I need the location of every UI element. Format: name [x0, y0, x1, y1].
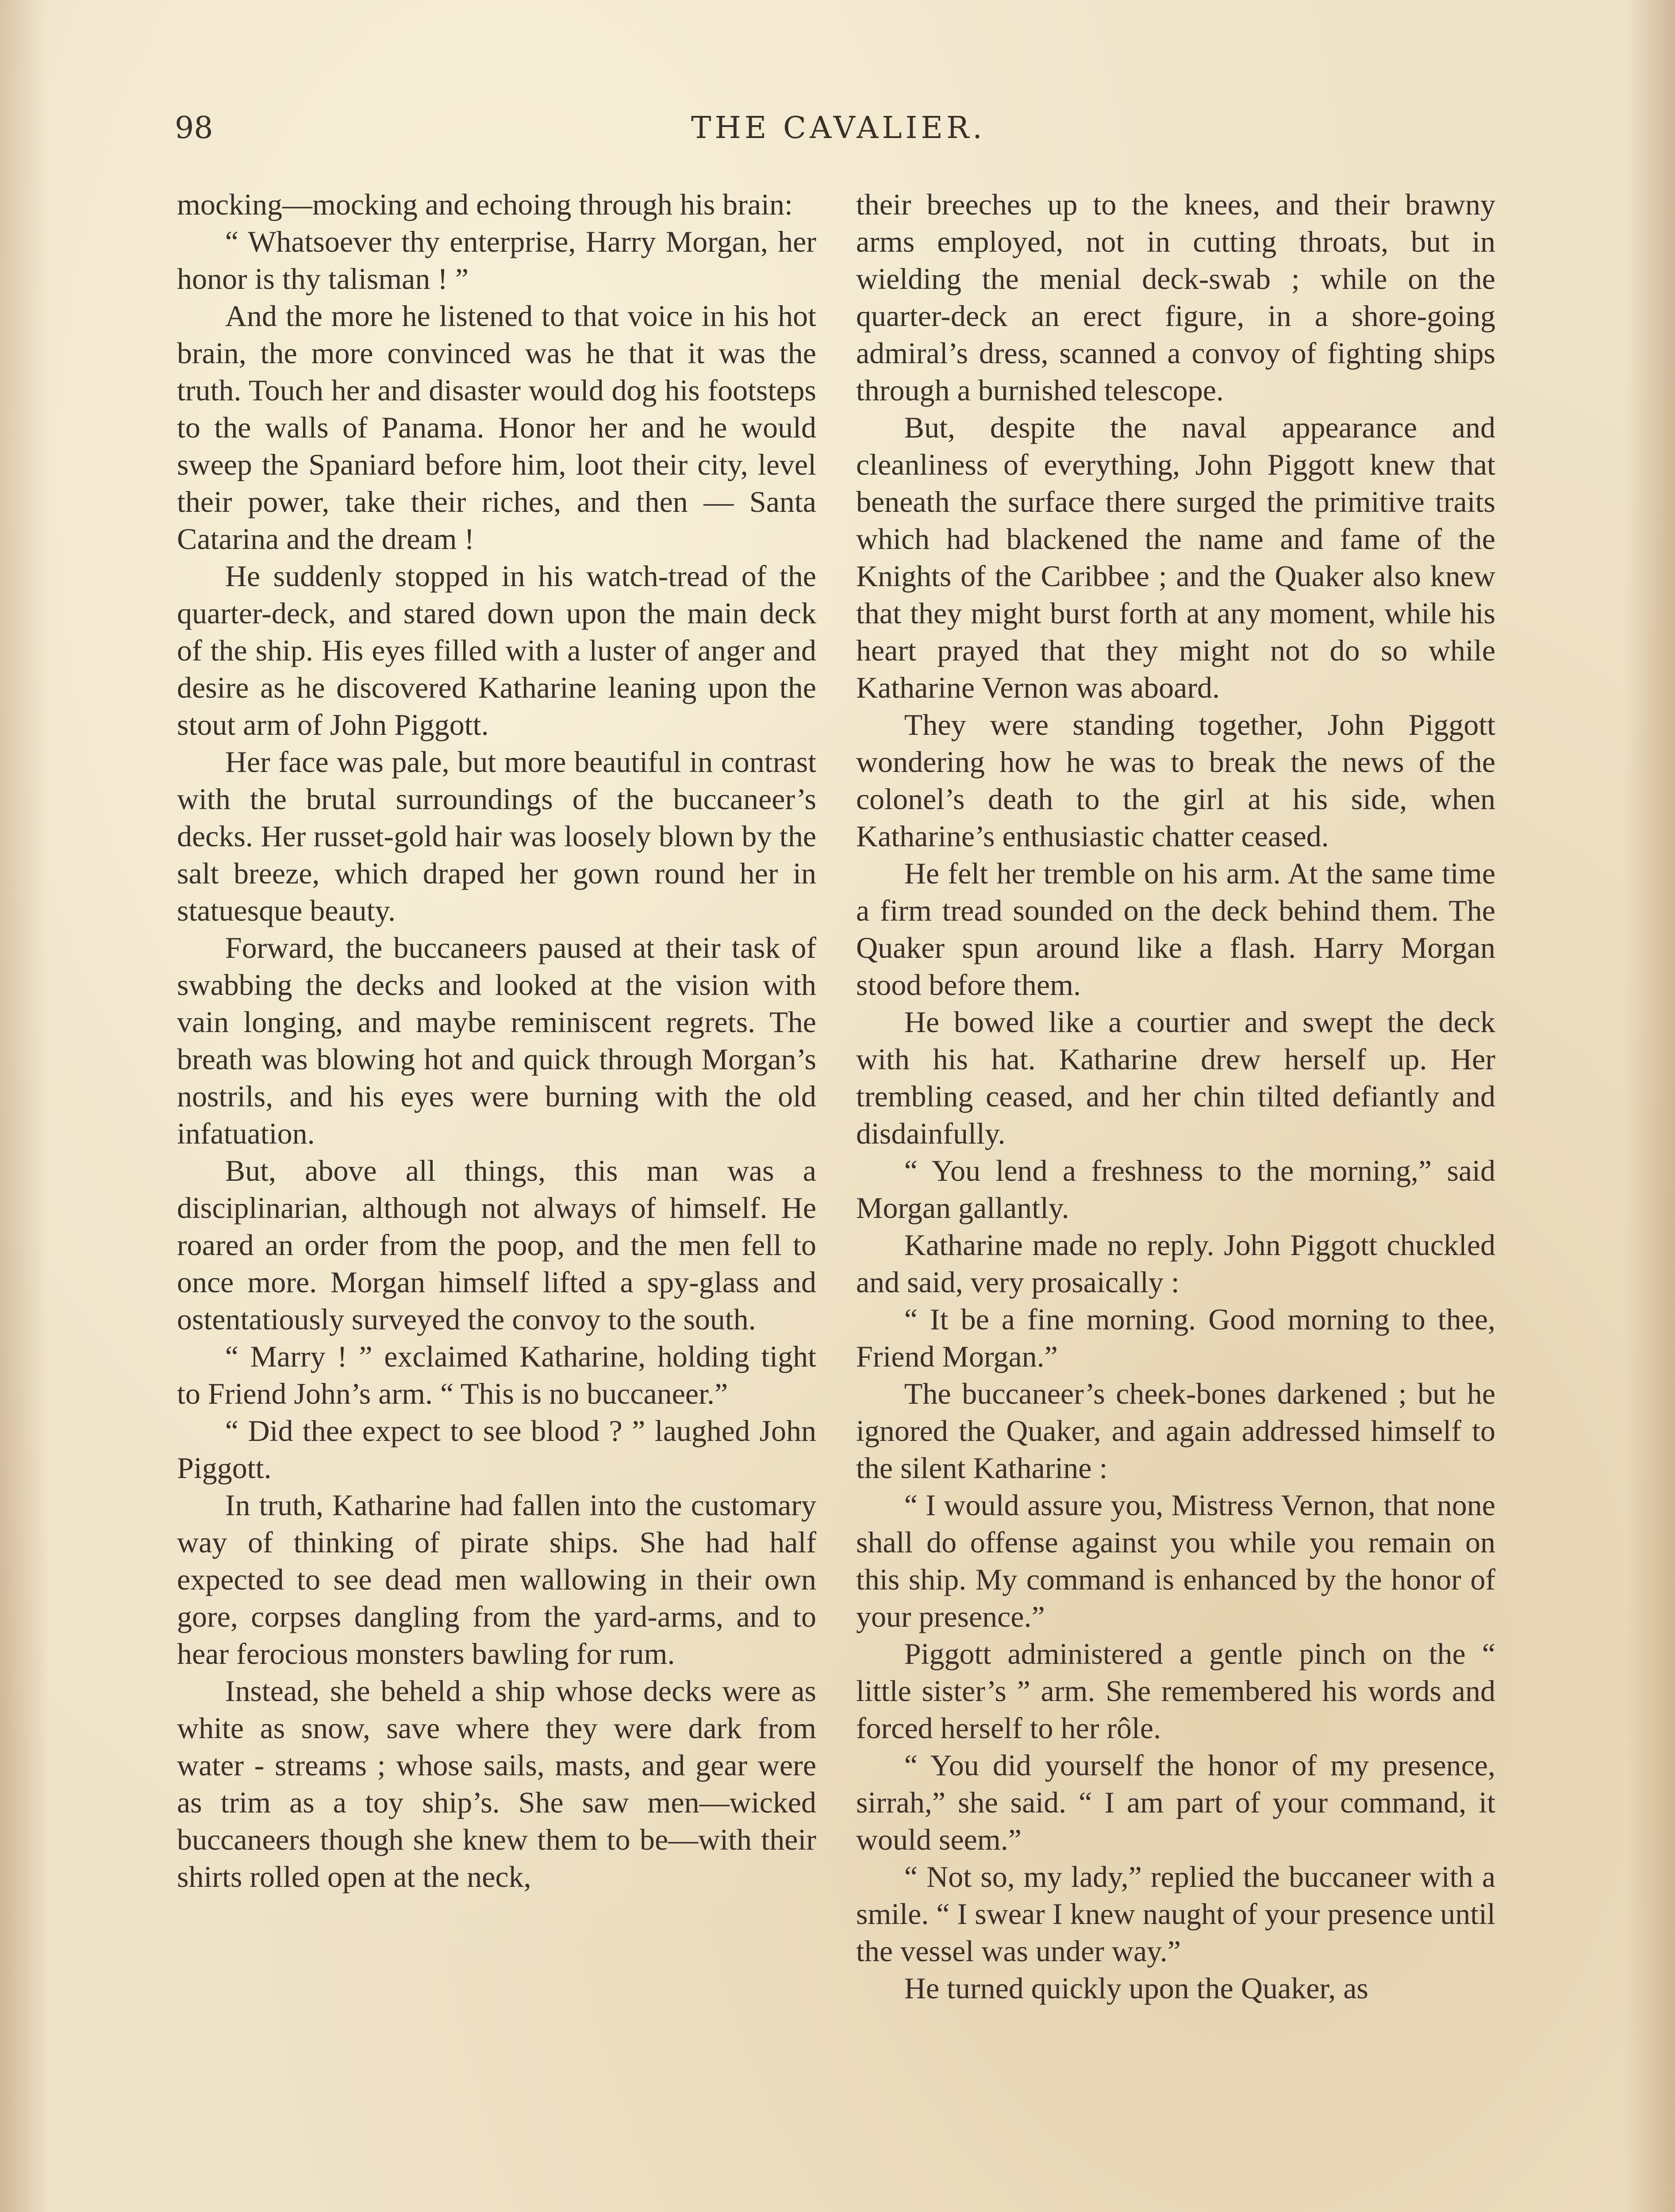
paragraph: They were standing together, John Piggott wondering how he was to break the news of the colonel’s death to the girl at his side, when Katharine’s enthusiastic chatter ceased. [856, 708, 1495, 853]
paragraph: Piggott administered a gentle pinch on the “ little sister’s ” arm. She remembered his words and forced herself to her rôle. [856, 1637, 1495, 1745]
paragraph: Instead, she beheld a ship whose decks were as white as snow, save where they were dark from water - streams ; whose sails, masts, and gear were as trim as a toy ship’s. She saw men—wicked buccaneers though she knew them to be—with their shirts rolled open at the neck, [177, 1674, 816, 1893]
right-column [856, 186, 1495, 2212]
paragraph: “ Marry ! ” exclaimed Katharine, holding tight to Friend John’s arm. “ This is no buccaneer.” [177, 1340, 816, 1410]
paragraph: mocking—mocking and echoing through his brain: [177, 188, 793, 221]
paragraph: “ Whatsoever thy enterprise, Harry Morgan, her honor is thy talisman ! ” [177, 225, 816, 296]
paragraph: “ I would assure you, Mistress Vernon, that none shall do offense against you while you remain on this ship. My command is enhanced by the honor of your presence.” [856, 1488, 1495, 1633]
paragraph: Forward, the buccaneers paused at their task of swabbing the decks and looked at the vision with vain longing, and maybe reminiscent regrets. The breath was blowing hot and quick through Morgan’s nostrils, and his eyes were burning with the old infatuation. [177, 931, 816, 1150]
paragraph: But, despite the naval appearance and cleanliness of everything, John Piggott knew that beneath the surface there surged the primitive traits which had blackened the name and fame of the Knights of the Caribbee ; and the Quaker also knew that they might burst forth at any moment, while his heart prayed that they might not do so while Katharine Vernon was aboard. [856, 411, 1495, 704]
paragraph: “ You lend a freshness to the morning,” said Morgan gallantly. [856, 1154, 1495, 1225]
paragraph: “ You did yourself the honor of my presence, sirrah,” she said. “ I am part of your command, it would seem.” [856, 1748, 1495, 1856]
paragraph: But, above all things, this man was a disciplinarian, although not always of himself. He roared an order from the poop, and the men fell to once more. Morgan himself lifted a spy-glass and ostentatiously surveyed the convoy to the south. [177, 1154, 816, 1336]
paragraph: “ Not so, my lady,” replied the buccaneer with a smile. “ I swear I knew naught of your presence until the vessel was under way.” [856, 1860, 1495, 1968]
paragraph: The buccaneer’s cheek-bones darkened ; but he ignored the Quaker, and again addressed himself to the silent Katharine : [856, 1377, 1495, 1485]
paragraph: He turned quickly upon the Quaker, as [904, 1971, 1368, 2005]
running-title: THE CAVALIER. [691, 111, 986, 146]
paragraph: He felt her tremble on his arm. At the same time a firm tread sounded on the deck behind them. The Quaker spun around like a flash. Harry Morgan stood before them. [856, 856, 1495, 1002]
paragraph: He bowed like a courtier and swept the deck with his hat. Katharine drew herself up. Her trembling ceased, and her chin tilted defiantly and disdainfully. [856, 1005, 1495, 1150]
paragraph: “ It be a fine morning. Good morning to thee, Friend Morgan.” [856, 1302, 1495, 1373]
paragraph: their breeches up to the knees, and their brawny arms employed, not in cutting throats, but in wielding the menial deck-swab ; while on the quarter-deck an erect figure, in a shore-going admiral’s dress, scanned a convoy of fighting ships through a burnished telescope. [856, 188, 1495, 407]
page-number: 98 [175, 111, 213, 146]
left-column [177, 186, 816, 2212]
paragraph: “ Did thee expect to see blood ? ” laughed John Piggott. [177, 1414, 816, 1485]
paragraph: And the more he listened to that voice in his hot brain, the more convinced was he that it was the truth. Touch her and disaster would dog his footsteps to the walls of Panama. Honor her and he would sweep the Spaniard before him, loot their city, level their power, take their riches, and then — Santa Catarina and the dream ! [177, 299, 816, 556]
paragraph: In truth, Katharine had fallen into the customary way of thinking of pirate ships. She had half expected to see dead men wallowing in their own gore, corpses dangling from the yard-arms, and to hear ferocious monsters bawling for rum. [177, 1488, 816, 1671]
page-header [175, 111, 1502, 164]
paragraph: Her face was pale, but more beautiful in contrast with the brutal surroundings of the buccaneer’s decks. Her russet-gold hair was loosely blown by the salt breeze, which draped her gown round her in statuesque beauty. [177, 745, 816, 927]
text-columns [177, 186, 1495, 2212]
paragraph: Katharine made no reply. John Piggott chuckled and said, very prosaically : [856, 1228, 1495, 1299]
paragraph: He suddenly stopped in his watch-tread of the quarter-deck, and stared down upon the main deck of the ship. His eyes filled with a luster of anger and desire as he discovered Katharine leaning upon the stout arm of John Piggott. [177, 559, 816, 741]
